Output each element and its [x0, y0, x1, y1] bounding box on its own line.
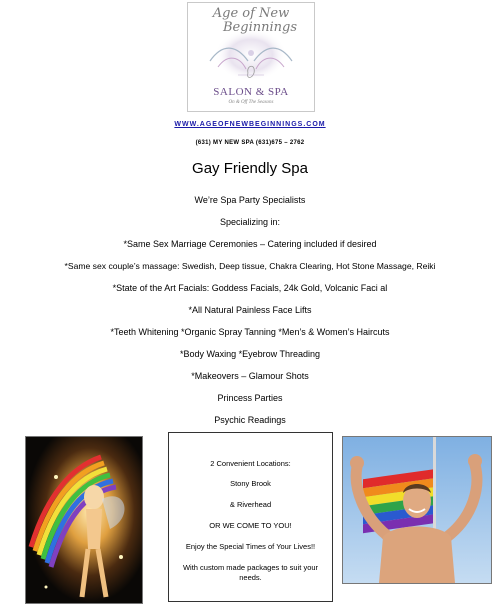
specializing-heading: Specializing in:	[219, 217, 281, 227]
logo-salon-name: SALON & SPA	[213, 86, 289, 98]
service-face-lifts: *All Natural Painless Face Lifts	[188, 305, 312, 315]
fairy-photo	[25, 436, 143, 604]
page-title: Gay Friendly Spa	[192, 160, 308, 177]
service-teeth-tanning-haircuts: *Teeth Whitening *Organic Spray Tanning *Men’s & Women’s Haircuts	[110, 327, 390, 337]
rainbow-flag-photo	[342, 436, 492, 584]
custom-packages-line2: needs.	[239, 573, 262, 582]
logo-script-line2: Beginnings	[223, 20, 297, 35]
tagline-spa-party: We’re Spa Party Specialists	[194, 195, 306, 205]
service-psychic-readings: Psychic Readings	[214, 415, 286, 425]
logo-script-line1: Age of New	[212, 6, 290, 21]
phone-numbers: (631) MY NEW SPA (631)675 – 2762	[195, 140, 305, 146]
website-link[interactable]: WWW.AGEOFNEWBEGINNINGS.COM	[174, 121, 326, 128]
locations-box	[168, 432, 333, 602]
enjoy-special-times: Enjoy the Special Times of Your Lives!!	[185, 542, 316, 551]
locations-heading: 2 Convenient Locations:	[210, 459, 291, 468]
service-facials: *State of the Art Facials: Goddess Facials, 24k Gold, Volcanic Faci al	[112, 283, 388, 293]
logo-tagline: On & Off The Seasons	[228, 100, 274, 105]
service-marriage: *Same Sex Marriage Ceremonies – Catering included if desired	[123, 239, 377, 249]
salon-logo	[187, 2, 315, 112]
service-waxing-threading: *Body Waxing *Eyebrow Threading	[179, 349, 321, 359]
rainbow-flag-image	[343, 437, 491, 583]
location-riverhead: & Riverhead	[229, 500, 272, 509]
fairy-image	[26, 437, 142, 603]
location-stony-brook: Stony Brook	[230, 479, 271, 488]
custom-packages-line1: With custom made packages to suit your	[182, 563, 319, 572]
we-come-to-you: OR WE COME TO YOU!	[209, 521, 292, 530]
logo-script-text	[188, 7, 314, 35]
service-princess-parties: Princess Parties	[217, 393, 283, 403]
service-massage: *Same sex couple’s massage: Swedish, Deep tissue, Chakra Clearing, Hot Stone Massage, Reiki	[64, 261, 436, 271]
service-makeovers: *Makeovers – Glamour Shots	[191, 371, 309, 381]
